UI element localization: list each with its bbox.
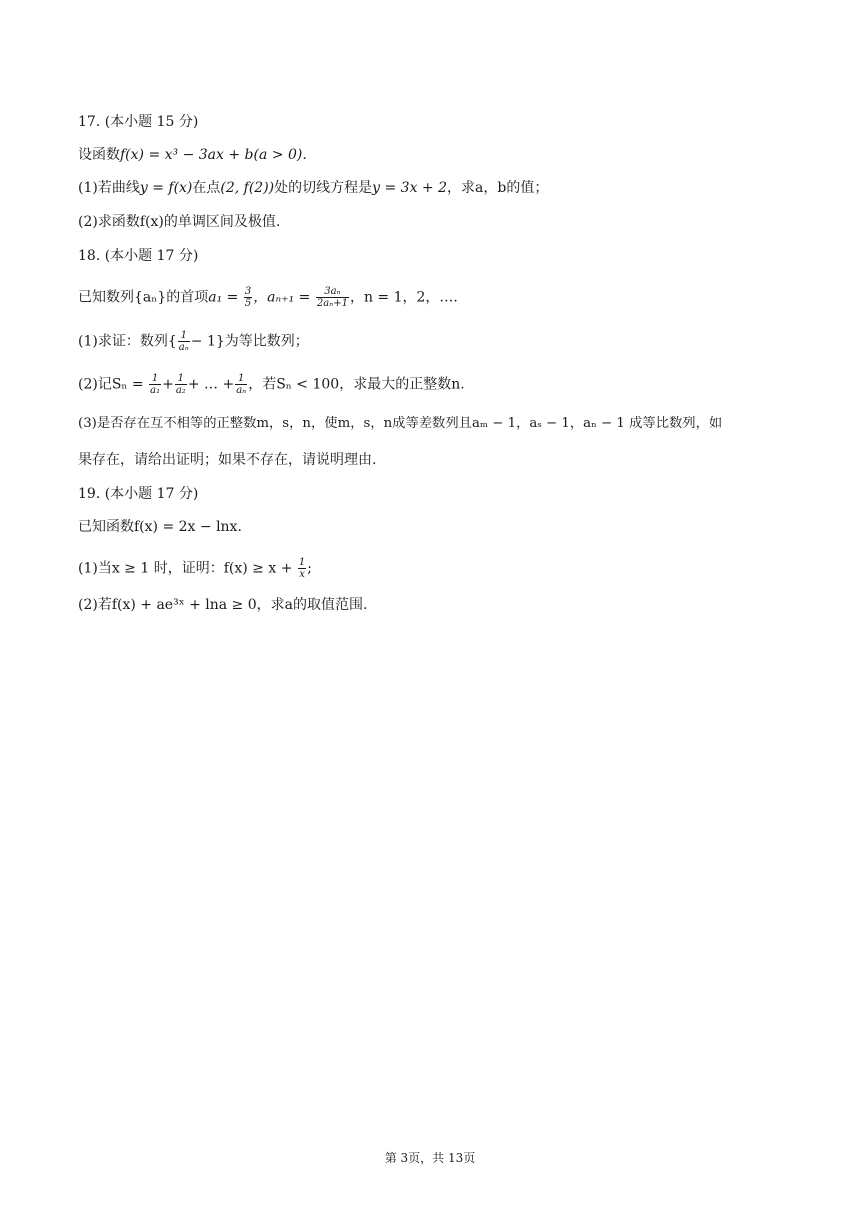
fraction-denominator: 2aₙ+1 [316,298,348,309]
q17-p1-mid: 在点 [192,180,221,196]
q18-stem-suffix: ，n = 1，2，…. [349,289,458,306]
fraction-denominator: aₙ [178,342,189,353]
q18-p2-fraction-1 [149,373,161,396]
q17-p1-prefix: (1)若曲线 [78,180,140,196]
q17-p1-math2: (2, f(2)) [220,180,275,196]
q18-stem-prefix: 已知数列{aₙ}的首项 [78,289,209,306]
q17-part1 [78,178,548,198]
q17-p1-mid2: 处的切线方程是 [274,180,373,196]
q17-heading: 17. (本小题 15 分) [78,114,199,130]
q17-part2: (2)求函数f(x)的单调区间及极值. [78,214,281,230]
q19-stem: 已知函数f(x) = 2x − lnx. [78,519,242,535]
fraction-numerator: 1 [175,373,187,385]
q18-heading: 18. (本小题 17 分) [78,248,199,264]
q18-p2-dots: + … + [187,376,235,393]
q18-part2 [78,373,465,396]
fraction-numerator: 1 [298,557,306,568]
q18-p2-suffix: ，若Sₙ < 100，求最大的正整数n. [248,376,465,393]
q17-p1-math3: y = 3x + 2 [372,180,448,196]
q18-p2-prefix: (2)记Sₙ = [78,376,149,393]
fraction-numerator: 1 [235,373,247,385]
fraction-denominator: a₂ [175,385,186,396]
q17-stem-prefix: 设函数 [78,147,120,163]
q19-p1-prefix: (1)当x ≥ 1 时，证明：f(x) ≥ x + [78,560,297,577]
q18-part3-line2: 果存在，请给出证明；如果不存在，请说明理由. [78,452,377,468]
q18-p1-prefix: (1)求证：数列{ [78,333,177,350]
page-footer: 第 3页，共 13页 [384,1151,476,1165]
q19-p1-fraction [298,557,306,580]
q18-part3-line1: (3)是否存在互不相等的正整数m，s，n，使m，s，n成等差数列且aₘ − 1，aₛ − 1，aₙ − 1 成等比数列，如 [78,416,723,431]
fraction-numerator: 3aₙ [316,286,349,298]
q18-p1-fraction [178,330,190,353]
fraction-numerator: 1 [178,330,190,342]
q17-stem-math: f(x) = x³ − 3ax + b(a > 0). [120,147,307,163]
q18-stem-a1: a₁ = [208,289,243,306]
q18-p2-fraction-3 [235,373,247,396]
fraction-numerator: 3 [244,286,252,297]
q18-stem-an1: ，aₙ₊₁ = [253,289,315,306]
q19-part2: (2)若f(x) + ae³ˣ + lna ≥ 0，求a的取值范围. [78,597,368,613]
q18-stem [78,286,458,309]
q18-part1 [78,330,309,353]
fraction-numerator: 1 [149,373,161,385]
q17-stem [78,145,307,165]
q19-p1-suffix: ; [307,560,312,577]
q19-heading: 19. (本小题 17 分) [78,486,199,502]
q18-p2-plus: + [162,376,174,393]
q19-part1 [78,557,312,580]
q18-fraction-a1 [244,286,252,309]
fraction-denominator: aₙ [236,385,247,396]
q17-p1-math1: y = f(x) [139,180,193,196]
q18-fraction-recurrence [316,286,349,309]
fraction-denominator: x [299,569,305,580]
q18-p2-fraction-2 [175,373,187,396]
q18-p1-suffix: − 1}为等比数列； [190,333,309,350]
fraction-denominator: 5 [244,298,252,309]
q17-p1-suffix: ，求a，b的值； [447,180,549,196]
fraction-denominator: a₁ [150,385,161,396]
